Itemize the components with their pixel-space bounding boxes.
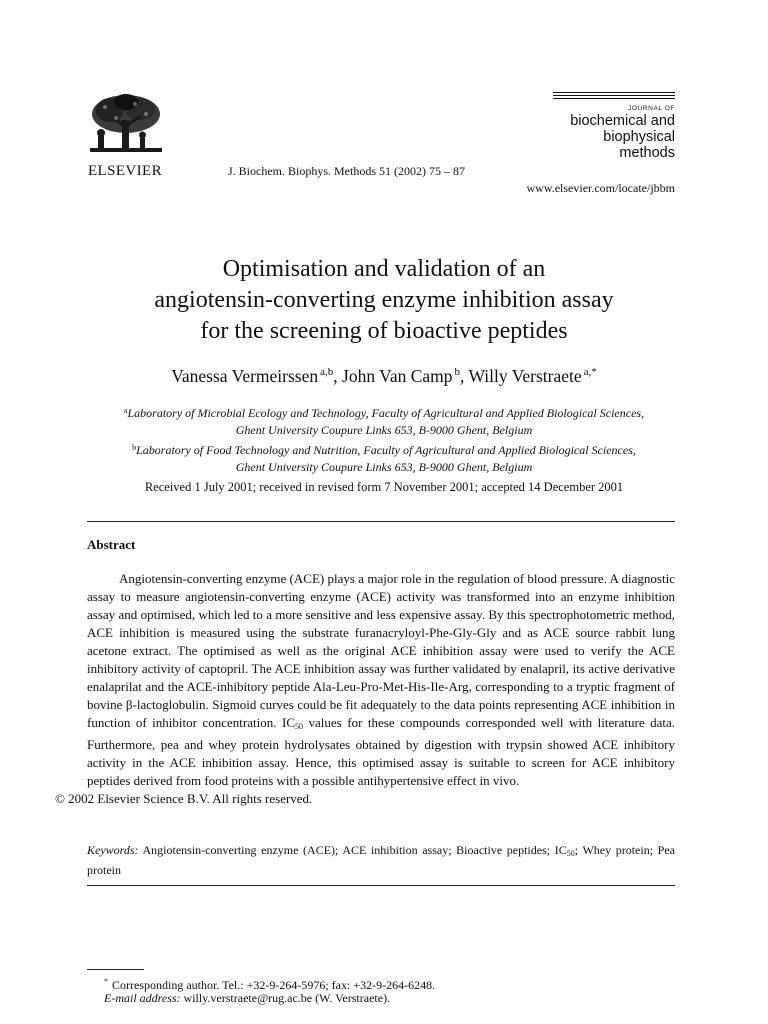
title-line: for the screening of bioactive peptides [200,318,568,344]
abstract-text: values for these compounds corresponded well with literature data. Furthermore, pea and whey protein hydrolysates obtained by digestion with trypsin showed ACE inhibitory activity in the ACE inhibition assay. Hence, this optimised assay is suitable to screen for ACE inhibitory peptides derived from food proteins with a possible antihypertensive effect in vivo. [87,715,675,788]
author-separator: , [460,366,469,386]
email-label: E-mail address: [104,991,181,1005]
keywords-label: Keywords: [87,843,139,857]
title-line: angiotensin-converting enzyme inhibition assay [154,287,614,313]
article-title [0,254,768,347]
journal-url-link[interactable]: www.elsevier.com/locate/jbbm [526,181,675,195]
affiliation-line: Ghent University Coupure Links 653, B-9000 Ghent, Belgium [235,460,533,474]
journal-name-line: methods [619,145,675,161]
affiliation-line: Ghent University Coupure Links 653, B-9000 Ghent, Belgium [235,423,533,437]
journal-masthead [553,92,675,161]
publisher-name: ELSEVIER [87,163,163,179]
keywords [87,842,675,879]
author-affiliation-mark: a,* [583,366,597,378]
abstract-text: Angiotensin-converting enzyme (ACE) plays a major role in the regulation of blood pressure. A diagnostic assay to measure angiotensin-converting enzyme (ACE) activity was transformed into an enzyme inhibition assay and optimised, which led to a more sensitive and less expensive assay. By this spectrophotometric method, ACE inhibition is measured using the substrate furanacryloyl-Phe-Gly-Gly and as ACE source rabbit lung acetone extract. The optimised as well as the original ACE inhibition assay were used to verify the ACE inhibitory activity of captopril. The ACE inhibition assay was further validated by enalapril, its active derivative enalaprilat and the ACE-inhibitory peptide Ala-Leu-Pro-Met-His-Ile-Arg, corresponding to a tryptic fragment of bovine β-lactoglobulin. Sigmoid curves could be fit adequately to the data points representing ACE inhibition in function of inhibitor concentration. IC [87,571,675,730]
affiliation-line [60,439,708,459]
divider [87,521,675,522]
keywords-text: Angiotensin-converting enzyme (ACE); ACE inhibition assay; Bioactive peptides; IC [138,843,567,857]
affiliation-line [60,402,708,422]
author-name: John Van Camp [342,366,453,386]
author-name: Willy Verstraete [468,366,582,386]
abstract-body [55,570,675,808]
affiliation-mark: a [123,406,128,415]
author-name: Vanessa Vermeirssen [171,366,319,386]
affiliation-text: Laboratory of Microbial Ecology and Technology, Faculty of Agricultural and Applied Biological Sciences, [127,406,645,420]
author-affiliation-mark: a,b [320,366,334,378]
email-address-link[interactable]: willy.verstraete@rug.ac.be (W. Verstraete). [180,991,391,1005]
affiliation-text: Laboratory of Food Technology and Nutrition, Faculty of Agricultural and Applied Biological Sciences, [136,443,636,457]
received-dates: Received 1 July 2001; received in revised form 7 November 2001; accepted 14 December 2001 [144,480,624,494]
journal-citation: J. Biochem. Biophys. Methods 51 (2002) 75 – 87 [228,164,465,178]
copyright-notice: © 2002 Elsevier Science B.V. All rights reserved. [55,791,313,806]
divider [87,885,675,886]
affiliations [60,402,708,476]
journal-name-line: biochemical and [570,113,675,129]
author-separator: , [333,366,343,386]
subscript: 50 [295,722,303,731]
journal-name [553,113,675,161]
masthead-rule [553,95,675,96]
author-affiliation-mark: b [454,366,461,378]
footnote-rule [87,969,144,970]
abstract-heading: Abstract [87,537,136,552]
affiliation-mark: b [132,443,137,452]
journal-name-line: biophysical [603,129,675,145]
title-line: Optimisation and validation of an [222,256,546,282]
elsevier-tree-logo [80,92,170,158]
journal-of-label: JOURNAL OF [628,105,675,112]
masthead-rule [553,92,675,93]
author-list [0,366,768,387]
footnote-mark: * [104,977,108,986]
footnote-text: Corresponding author. Tel.: +32-9-264-5976; fax: +32-9-264-6248. [112,978,436,992]
masthead-rule [553,98,675,99]
subscript: 50 [566,849,575,858]
keywords-text: ; Whey protein; Pea protein [87,843,675,877]
email-footnote [104,990,390,1007]
